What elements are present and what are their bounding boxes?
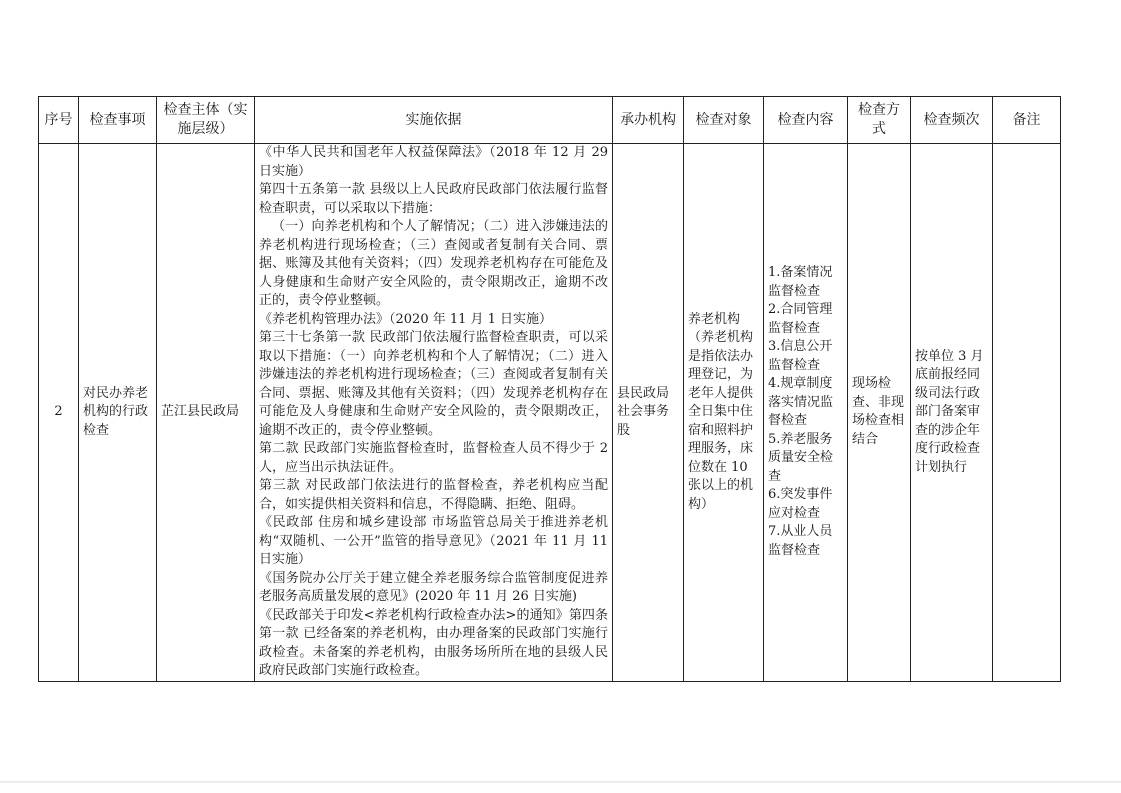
cell-content — [764, 144, 848, 682]
basis-line: 《国务院办公厅关于建立健全养老服务综合监管制度促进养老服务高质量发展的意见》(2020 年 11 月 26 日实施) — [259, 570, 608, 604]
header-remark: 备注 — [993, 97, 1061, 144]
page-bottom-edge — [0, 781, 1121, 783]
basis-line: 第二款 民政部门实施监督检查时，监督检查人员不得少于 2 人，应当出示执法证件。 — [259, 441, 608, 475]
basis-line: 第三款 对民政部门依法进行的监督检查，养老机构应当配合，如实提供相关资料和信息，不得隐瞒、拒绝、阻碍。 — [259, 478, 608, 512]
cell-target: 养老机构（养老机构是指依法办理登记，为老年人提供全日集中住宿和照料护理服务，床位数在 10 张以上的机构） — [684, 144, 764, 682]
header-target: 检查对象 — [684, 97, 764, 144]
content-item: 6.突发事件应对检查 — [768, 487, 833, 521]
cell-subject: 芷江县民政局 — [157, 144, 255, 682]
cell-frequency: 按单位 3 月底前报经同级司法行政部门备案审查的涉企年度行政检查计划执行 — [911, 144, 993, 682]
basis-line: 第三十七条第一款 民政部门依法履行监督检查职责，可以采取以下措施：（一）向养老机构和个人了解情况；（二）进入涉嫌违法的养老机构进行现场检查；（三）查阅或者复制有关合同、票据、账簿及其他有关资料；（四）发现养老机构存在可能危及人身健康和生命财产安全风险的，责令限期改正，逾期不改正的，责令停业整顿。 — [259, 330, 608, 438]
table-row — [39, 144, 1061, 682]
header-subject: 检查主体（实施层级） — [157, 97, 255, 144]
inspection-table — [38, 96, 1061, 682]
header-content: 检查内容 — [764, 97, 848, 144]
cell-item: 对民办养老机构的行政检查 — [79, 144, 157, 682]
basis-line: 《民政部 住房和城乡建设部 市场监管总局关于推进养老机构“双随机、一公开”监管的指导意见》（2021 年 11 月 11 日实施） — [259, 515, 608, 567]
basis-line: 《中华人民共和国老年人权益保障法》（2018 年 12 月 29 日实施） — [259, 145, 608, 179]
basis-line: 《民政部关于印发<养老机构行政检查办法>的通知》第四条第一款 已经备案的养老机构，由办理备案的民政部门实施行政检查。未备案的养老机构，由服务场所所在地的县级人民政府民政部门实施行政检查。 — [259, 607, 608, 678]
content-item: 4.规章制度落实情况监督检查 — [768, 376, 834, 429]
cell-basis — [255, 144, 613, 682]
cell-method: 现场检查、非现场检查相结合 — [848, 144, 911, 682]
content-item: 3.信息公开监督检查 — [768, 339, 833, 373]
header-frequency: 检查频次 — [911, 97, 993, 144]
content-item: 7.从业人员监督检查 — [768, 524, 833, 558]
cell-org: 县民政局社会事务股 — [613, 144, 684, 682]
header-item: 检查事项 — [79, 97, 157, 144]
header-method: 检查方式 — [848, 97, 911, 144]
basis-line: （一）向养老机构和个人了解情况；（二）进入涉嫌违法的养老机构进行现场检查；（三）查阅或者复制有关合同、票据、账簿及其他有关资料；（四）发现养老机构存在可能危及人身健康和生命财产安全风险的，责令限期改正，逾期不改正的，责令停业整顿。 — [259, 219, 608, 308]
header-org: 承办机构 — [613, 97, 684, 144]
cell-seq: 2 — [39, 144, 79, 682]
basis-line: 《养老机构管理办法》（2020 年 11 月 1 日实施） — [259, 311, 553, 327]
header-basis: 实施依据 — [255, 97, 613, 144]
content-item: 1.备案情况监督检查 — [768, 265, 833, 299]
content-item: 2.合同管理监督检查 — [768, 302, 833, 336]
cell-remark — [993, 144, 1061, 682]
basis-line: 第四十五条第一款 县级以上人民政府民政部门依法履行监督检查职责，可以采取以下措施： — [259, 182, 608, 216]
header-seq: 序号 — [39, 97, 79, 144]
content-item: 5.养老服务质量安全检查 — [768, 431, 834, 484]
header-row — [39, 97, 1061, 144]
